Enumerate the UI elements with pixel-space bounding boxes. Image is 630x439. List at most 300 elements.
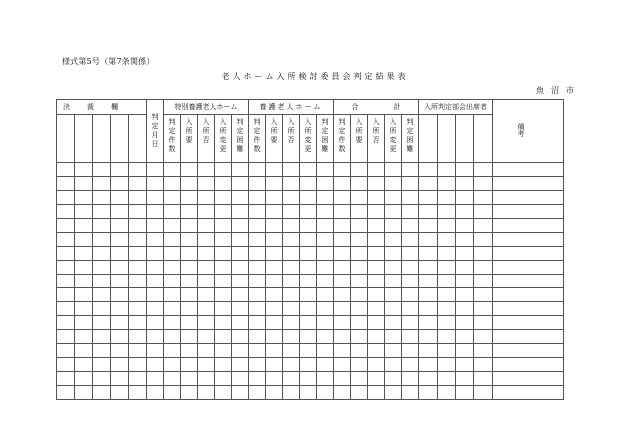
entry-cell (419, 386, 438, 400)
entry-cell (181, 232, 198, 246)
entry-cell (249, 204, 266, 218)
entry-cell (334, 246, 351, 260)
entry-cell (493, 274, 564, 288)
entry-cell (474, 372, 493, 386)
entry-cell (198, 163, 215, 177)
entry-cell (164, 288, 181, 302)
entry-cell (164, 260, 181, 274)
entry-cell (232, 218, 249, 232)
table-row (57, 274, 564, 288)
entry-cell (493, 316, 564, 330)
entry-cell (249, 163, 266, 177)
entry-cell (402, 358, 419, 372)
entry-cell (93, 190, 111, 204)
entry-cell (215, 344, 232, 358)
special-nursing-subheader-1 (181, 115, 198, 163)
entry-cell (456, 288, 474, 302)
entry-cell (111, 274, 129, 288)
entry-cell (402, 204, 419, 218)
entry-cell (164, 358, 181, 372)
entry-cell (181, 260, 198, 274)
entry-cell (474, 190, 493, 204)
entry-cell (93, 302, 111, 316)
entry-cell (456, 330, 474, 344)
entry-cell (147, 246, 164, 260)
city-name: 魚沼市 (536, 86, 581, 95)
entry-cell (164, 330, 181, 344)
entry-cell (198, 330, 215, 344)
entry-cell (111, 163, 129, 177)
entry-cell (351, 274, 368, 288)
entry-cell (493, 344, 564, 358)
entry-cell (419, 358, 438, 372)
nursing-subheader-4 (317, 115, 334, 163)
entry-cell (317, 204, 334, 218)
entry-cell (438, 288, 456, 302)
entry-cell (456, 358, 474, 372)
entry-cell (164, 386, 181, 400)
entry-cell (300, 274, 317, 288)
entry-cell (385, 344, 402, 358)
entry-cell (75, 190, 93, 204)
entry-cell (385, 274, 402, 288)
entry-cell (300, 204, 317, 218)
entry-cell (368, 260, 385, 274)
entry-cell (215, 260, 232, 274)
entry-cell (351, 232, 368, 246)
entry-cell (198, 232, 215, 246)
entry-cell (164, 316, 181, 330)
subheader-label: 判 定 困 難 (406, 118, 414, 153)
decision-stamp-cell (57, 115, 75, 163)
entry-cell (164, 372, 181, 386)
entry-cell (317, 358, 334, 372)
entry-cell (351, 260, 368, 274)
entry-cell (111, 386, 129, 400)
entry-cell (266, 316, 283, 330)
entry-cell (181, 218, 198, 232)
entry-cell (57, 288, 75, 302)
entry-cell (198, 260, 215, 274)
entry-cell (249, 358, 266, 372)
entry-cell (57, 176, 75, 190)
entry-cell (419, 302, 438, 316)
table-row (57, 218, 564, 232)
entry-cell (111, 176, 129, 190)
entry-cell (385, 260, 402, 274)
entry-cell (198, 302, 215, 316)
entry-cell (351, 358, 368, 372)
entry-cell (147, 316, 164, 330)
entry-cell (351, 316, 368, 330)
entry-cell (93, 274, 111, 288)
entry-cell (57, 274, 75, 288)
entry-cell (300, 302, 317, 316)
entry-cell (283, 358, 300, 372)
entry-cell (75, 176, 93, 190)
entry-cell (300, 232, 317, 246)
entry-cell (198, 246, 215, 260)
entry-cell (419, 316, 438, 330)
entry-cell (317, 302, 334, 316)
entry-cell (300, 316, 317, 330)
entry-cell (75, 260, 93, 274)
entry-cell (300, 386, 317, 400)
entry-cell (57, 260, 75, 274)
entry-cell (249, 232, 266, 246)
entry-cell (493, 288, 564, 302)
entry-cell (129, 302, 147, 316)
entry-cell (181, 386, 198, 400)
entry-cell (438, 246, 456, 260)
entry-cell (317, 232, 334, 246)
entry-cell (232, 190, 249, 204)
entry-cell (385, 190, 402, 204)
entry-cell (368, 344, 385, 358)
entry-cell (249, 302, 266, 316)
nursing-subheader-0 (249, 115, 266, 163)
entry-cell (438, 232, 456, 246)
entry-cell (456, 302, 474, 316)
entry-cell (317, 316, 334, 330)
entry-cell (493, 386, 564, 400)
entry-cell (266, 204, 283, 218)
entry-cell (474, 204, 493, 218)
entry-cell (474, 274, 493, 288)
entry-cell (493, 302, 564, 316)
entry-cell (402, 218, 419, 232)
entry-cell (493, 190, 564, 204)
entry-cell (385, 232, 402, 246)
entry-cell (75, 288, 93, 302)
entry-cell (75, 330, 93, 344)
entry-cell (111, 232, 129, 246)
table-row (57, 386, 564, 400)
table-row (57, 302, 564, 316)
entry-cell (368, 190, 385, 204)
entry-cell (232, 372, 249, 386)
entry-cell (266, 344, 283, 358)
entry-cell (493, 204, 564, 218)
entry-cell (215, 316, 232, 330)
entry-cell (493, 218, 564, 232)
entry-cell (351, 302, 368, 316)
entry-cell (317, 288, 334, 302)
entry-cell (111, 190, 129, 204)
entry-cell (474, 358, 493, 372)
entry-cell (334, 204, 351, 218)
entry-cell (493, 260, 564, 274)
entry-cell (351, 246, 368, 260)
entry-cell (456, 163, 474, 177)
entry-cell (317, 260, 334, 274)
entry-cell (232, 316, 249, 330)
entry-cell (300, 288, 317, 302)
entry-cell (164, 218, 181, 232)
entry-cell (266, 163, 283, 177)
entry-cell (93, 232, 111, 246)
entry-cell (438, 204, 456, 218)
entry-cell (232, 204, 249, 218)
entry-cell (438, 163, 456, 177)
entry-cell (368, 358, 385, 372)
entry-cell (198, 288, 215, 302)
decision-stamp-cell (111, 115, 129, 163)
entry-cell (232, 302, 249, 316)
entry-cell (198, 190, 215, 204)
entry-cell (266, 176, 283, 190)
entry-cell (93, 176, 111, 190)
entry-cell (474, 302, 493, 316)
entry-cell (317, 344, 334, 358)
subheader-label: 入 所 変 更 (304, 118, 312, 153)
judgment-result-table (56, 99, 581, 400)
entry-cell (57, 246, 75, 260)
entry-cell (181, 330, 198, 344)
entry-cell (249, 386, 266, 400)
entry-cell (57, 372, 75, 386)
entry-cell (181, 246, 198, 260)
entry-cell (438, 260, 456, 274)
entry-cell (283, 163, 300, 177)
entry-cell (456, 260, 474, 274)
attendee-cell (419, 115, 438, 163)
entry-cell (385, 176, 402, 190)
entry-cell (402, 176, 419, 190)
total-subheader-0 (334, 115, 351, 163)
entry-cell (493, 246, 564, 260)
entry-cell (474, 288, 493, 302)
entry-cell (57, 330, 75, 344)
entry-cell (198, 274, 215, 288)
entry-cell (300, 260, 317, 274)
entry-cell (402, 344, 419, 358)
entry-cell (385, 358, 402, 372)
entry-cell (129, 358, 147, 372)
entry-cell (317, 246, 334, 260)
entry-cell (334, 372, 351, 386)
entry-cell (402, 232, 419, 246)
subheader-label: 判 定 件 数 (253, 118, 261, 153)
entry-cell (474, 344, 493, 358)
entry-cell (129, 232, 147, 246)
entry-cell (402, 316, 419, 330)
entry-cell (164, 163, 181, 177)
entry-cell (57, 232, 75, 246)
entry-cell (57, 218, 75, 232)
entry-cell (129, 330, 147, 344)
entry-cell (474, 316, 493, 330)
entry-cell (57, 302, 75, 316)
entry-cell (300, 163, 317, 177)
nursing-home-header: 養護老人ホーム (249, 100, 334, 115)
table-row (57, 358, 564, 372)
entry-cell (215, 358, 232, 372)
subheader-label: 入 所 変 更 (219, 118, 227, 153)
entry-cell (93, 260, 111, 274)
entry-cell (419, 288, 438, 302)
entry-cell (266, 260, 283, 274)
entry-cell (368, 176, 385, 190)
entry-cell (334, 274, 351, 288)
nursing-subheader-2 (283, 115, 300, 163)
entry-cell (334, 316, 351, 330)
entry-cell (249, 344, 266, 358)
entry-cell (215, 372, 232, 386)
entry-cell (57, 163, 75, 177)
entry-cell (351, 163, 368, 177)
entry-cell (368, 330, 385, 344)
entry-cell (266, 274, 283, 288)
entry-cell (300, 190, 317, 204)
entry-cell (147, 163, 164, 177)
entry-cell (419, 232, 438, 246)
entry-cell (334, 232, 351, 246)
entry-cell (93, 330, 111, 344)
entry-cell (456, 274, 474, 288)
entry-cell (419, 218, 438, 232)
decision-stamp-cell (75, 115, 93, 163)
entry-cell (266, 386, 283, 400)
entry-cell (249, 176, 266, 190)
subheader-label: 判 定 困 難 (321, 118, 329, 153)
subheader-label: 入 所 否 (202, 118, 210, 144)
entry-cell (249, 218, 266, 232)
subheader-label: 判 定 件 数 (338, 118, 346, 153)
entry-cell (474, 386, 493, 400)
table-row (57, 163, 564, 177)
entry-cell (215, 204, 232, 218)
table-row (57, 246, 564, 260)
entry-cell (493, 232, 564, 246)
entry-cell (438, 176, 456, 190)
entry-cell (266, 330, 283, 344)
entry-cell (93, 163, 111, 177)
entry-cell (334, 260, 351, 274)
table-row (57, 232, 564, 246)
entry-cell (111, 302, 129, 316)
entry-cell (215, 302, 232, 316)
decision-column-header: 決 裁 欄 (57, 100, 147, 115)
entry-cell (129, 386, 147, 400)
entry-cell (419, 190, 438, 204)
entry-cell (402, 246, 419, 260)
entry-cell (385, 218, 402, 232)
entry-cell (456, 372, 474, 386)
table-row (57, 330, 564, 344)
entry-cell (129, 204, 147, 218)
subheader-label: 判 定 困 難 (236, 118, 244, 153)
entry-cell (57, 344, 75, 358)
entry-cell (385, 288, 402, 302)
entry-cell (300, 176, 317, 190)
entry-cell (334, 190, 351, 204)
entry-cell (129, 190, 147, 204)
entry-cell (385, 386, 402, 400)
entry-cell (75, 274, 93, 288)
entry-cell (334, 344, 351, 358)
subheader-label: 入 所 否 (372, 118, 380, 144)
total-subheader-4 (402, 115, 419, 163)
entry-cell (334, 176, 351, 190)
entry-cell (266, 218, 283, 232)
special-nursing-subheader-0 (164, 115, 181, 163)
entry-cell (402, 274, 419, 288)
entry-cell (164, 232, 181, 246)
entry-cell (164, 176, 181, 190)
special-nursing-subheader-3 (215, 115, 232, 163)
entry-cell (57, 386, 75, 400)
entry-cell (93, 218, 111, 232)
entry-cell (419, 163, 438, 177)
entry-cell (249, 288, 266, 302)
entry-cell (215, 163, 232, 177)
entry-cell (351, 288, 368, 302)
entry-cell (385, 302, 402, 316)
entry-cell (334, 386, 351, 400)
entry-cell (232, 288, 249, 302)
entry-cell (232, 246, 249, 260)
entry-cell (419, 372, 438, 386)
entry-cell (181, 302, 198, 316)
entry-cell (198, 218, 215, 232)
entry-cell (93, 204, 111, 218)
entry-cell (283, 204, 300, 218)
entry-cell (317, 218, 334, 232)
entry-cell (129, 218, 147, 232)
nursing-subheader-1 (266, 115, 283, 163)
entry-cell (249, 246, 266, 260)
entry-cell (300, 330, 317, 344)
entry-cell (198, 176, 215, 190)
entry-cell (317, 330, 334, 344)
entry-cell (129, 274, 147, 288)
entry-cell (283, 344, 300, 358)
entry-cell (75, 302, 93, 316)
entry-cell (493, 372, 564, 386)
entry-cell (474, 176, 493, 190)
entry-cell (402, 302, 419, 316)
entry-cell (164, 302, 181, 316)
entry-cell (249, 190, 266, 204)
entry-cell (266, 190, 283, 204)
entry-cell (93, 288, 111, 302)
entry-cell (147, 344, 164, 358)
entry-cell (351, 218, 368, 232)
entry-cell (402, 190, 419, 204)
entry-cell (147, 358, 164, 372)
entry-cell (181, 204, 198, 218)
entry-cell (164, 274, 181, 288)
entry-cell (75, 204, 93, 218)
entry-cell (456, 218, 474, 232)
form-number-label: 様式第5号（第7条関係） (62, 57, 155, 66)
entry-cell (215, 288, 232, 302)
entry-cell (368, 232, 385, 246)
entry-cell (93, 344, 111, 358)
table-row (57, 204, 564, 218)
entry-cell (456, 386, 474, 400)
entry-cell (215, 176, 232, 190)
entry-cell (402, 386, 419, 400)
subheader-label: 判 定 件 数 (168, 118, 176, 153)
entry-cell (111, 330, 129, 344)
entry-cell (57, 204, 75, 218)
entry-cell (129, 288, 147, 302)
entry-cell (385, 204, 402, 218)
subheader-label: 入 所 要 (355, 118, 363, 144)
entry-cell (232, 386, 249, 400)
